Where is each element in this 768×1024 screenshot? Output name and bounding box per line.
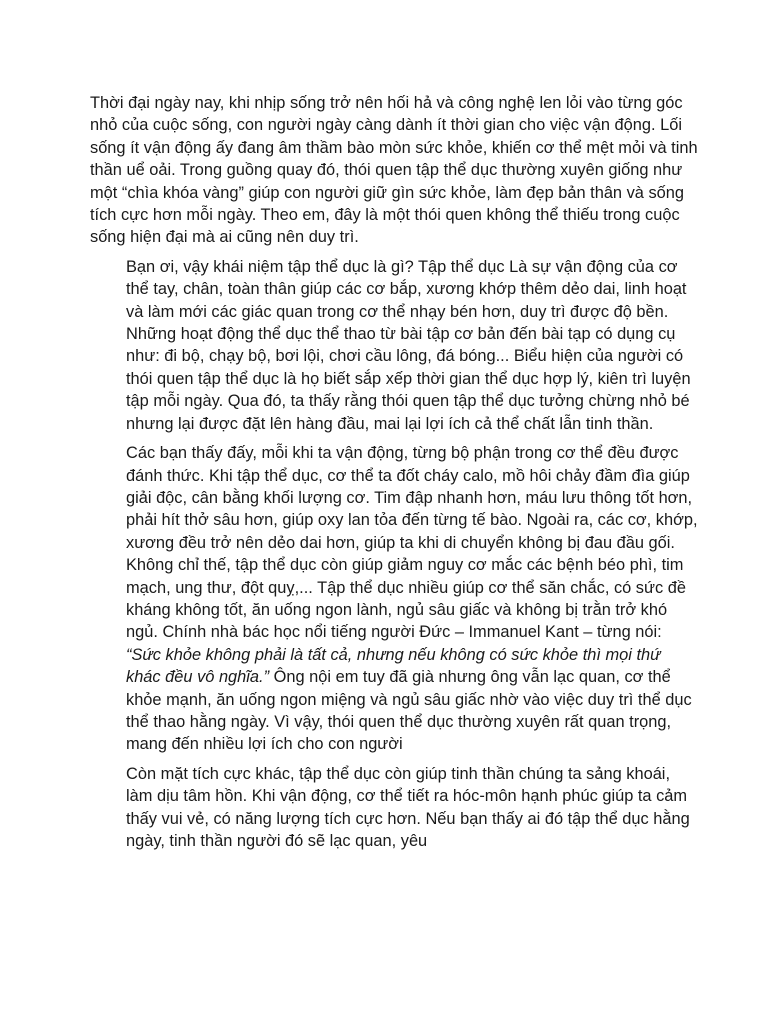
intro-paragraph: Thời đại ngày nay, khi nhịp sống trở nên hối hả và công nghệ len lỏi vào từng góc nhỏ của cuộc sống, con người ngày càng dành ít thời gian cho việc vận động. Lối sống ít vận động ấy đang âm thầm bào mòn sức khỏe, khiến cơ thể mệt mỏi và tinh thần uể oải. Trong guồng quay đó, thói quen tập thể dục thường xuyên giống như một “chìa khóa vàng” giúp con người giữ gìn sức khỏe, làm đẹp bản thân và sống tích cực hơn mỗi ngày. Theo em, đây là một thói quen không thể thiếu trong cuộc sống hiện đại mà ai cũng nên duy trì. [90,94,698,247]
kant-quote: “Sức khỏe không phải là tất cả, nhưng nếu không có sức khỏe thì mọi thứ khác đều vô nghĩa.” [126,645,661,687]
paragraph-text-after-quote: Ông nội em tuy đã già nhưng ông vẫn lạc quan, cơ thể khỏe mạnh, ăn uống ngon miệng và ngủ sâu giấc nhờ vào việc duy trì thể dục thể thao hằng ngày. Vì vậy, thói quen thể dục thường xuyên rất quan trọng, mang đến nhiều lợi ích cho con người [126,668,692,754]
paragraph-text-before-quote: Các bạn thấy đấy, mỗi khi ta vận động, từng bộ phận trong cơ thể đều được đánh thức. Khi tập thể dục, cơ thể ta đốt cháy calo, mồ hôi chảy đầm đìa giúp giải độc, cân bằng khối lượng cơ. Tim đập nhanh hơn, máu lưu thông tốt hơn, phải hít thở sâu hơn, giúp oxy lan tỏa đến từng tế bào. Ngoài ra, các cơ, khớp, xương đều trở nên dẻo dai hơn, giúp ta khi di chuyển không bị đau đầu gối. Không chỉ thế, tập thể dục còn giúp giảm nguy cơ mắc các bệnh béo phì, tim mạch, ung thư, đột quỵ,... Tập thể dục nhiều giúp cơ thể săn chắc, có sức đề kháng không tốt, ăn uống ngon lành, ngủ sâu giấc và không bị trằn trở khó ngủ. Chính nhà bác học nổi tiếng người Đức – Immanuel Kant – từng nói: [126,444,698,642]
paragraph-definition: Bạn ơi, vậy khái niệm tập thể dục là gì? Tập thể dục Là sự vận động của cơ thể tay, chân, toàn thân giúp các cơ bắp, xương khớp thêm dẻo dai, linh hoạt và làm mới các giác quan trong cơ thể nhạy bén hơn, duy trì được độ bền. Những hoạt động thể dục thể thao từ bài tập cơ bản đến bài tạp có dụng cụ như: đi bộ, chạy bộ, bơi lội, chơi cầu lông, đá bóng... Biểu hiện của người có thói quen tập thể dục là họ biết sắp xếp thời gian thể dục hợp lý, kiên trì luyện tập mỗi ngày. Qua đó, ta thấy rằng thói quen tập thể dục tưởng chừng nhỏ bé nhưng lại được đặt lên hàng đầu, mai lại lợi ích cả thể chất lẫn tinh thần. [126,257,691,433]
document-page [90,92,698,859]
paragraph-physical-benefits [126,442,698,756]
paragraph-mental-benefits: Còn mặt tích cực khác, tập thể dục còn giúp tinh thần chúng ta sảng khoái, làm dịu tâm hồn. Khi vận động, cơ thể tiết ra hóc-môn hạnh phúc giúp ta cảm thấy vui vẻ, có năng lượng tích cực hơn. Nếu bạn thấy ai đó tập thể dục hằng ngày, tinh thần người đó sẽ lạc quan, yêu [126,764,690,850]
